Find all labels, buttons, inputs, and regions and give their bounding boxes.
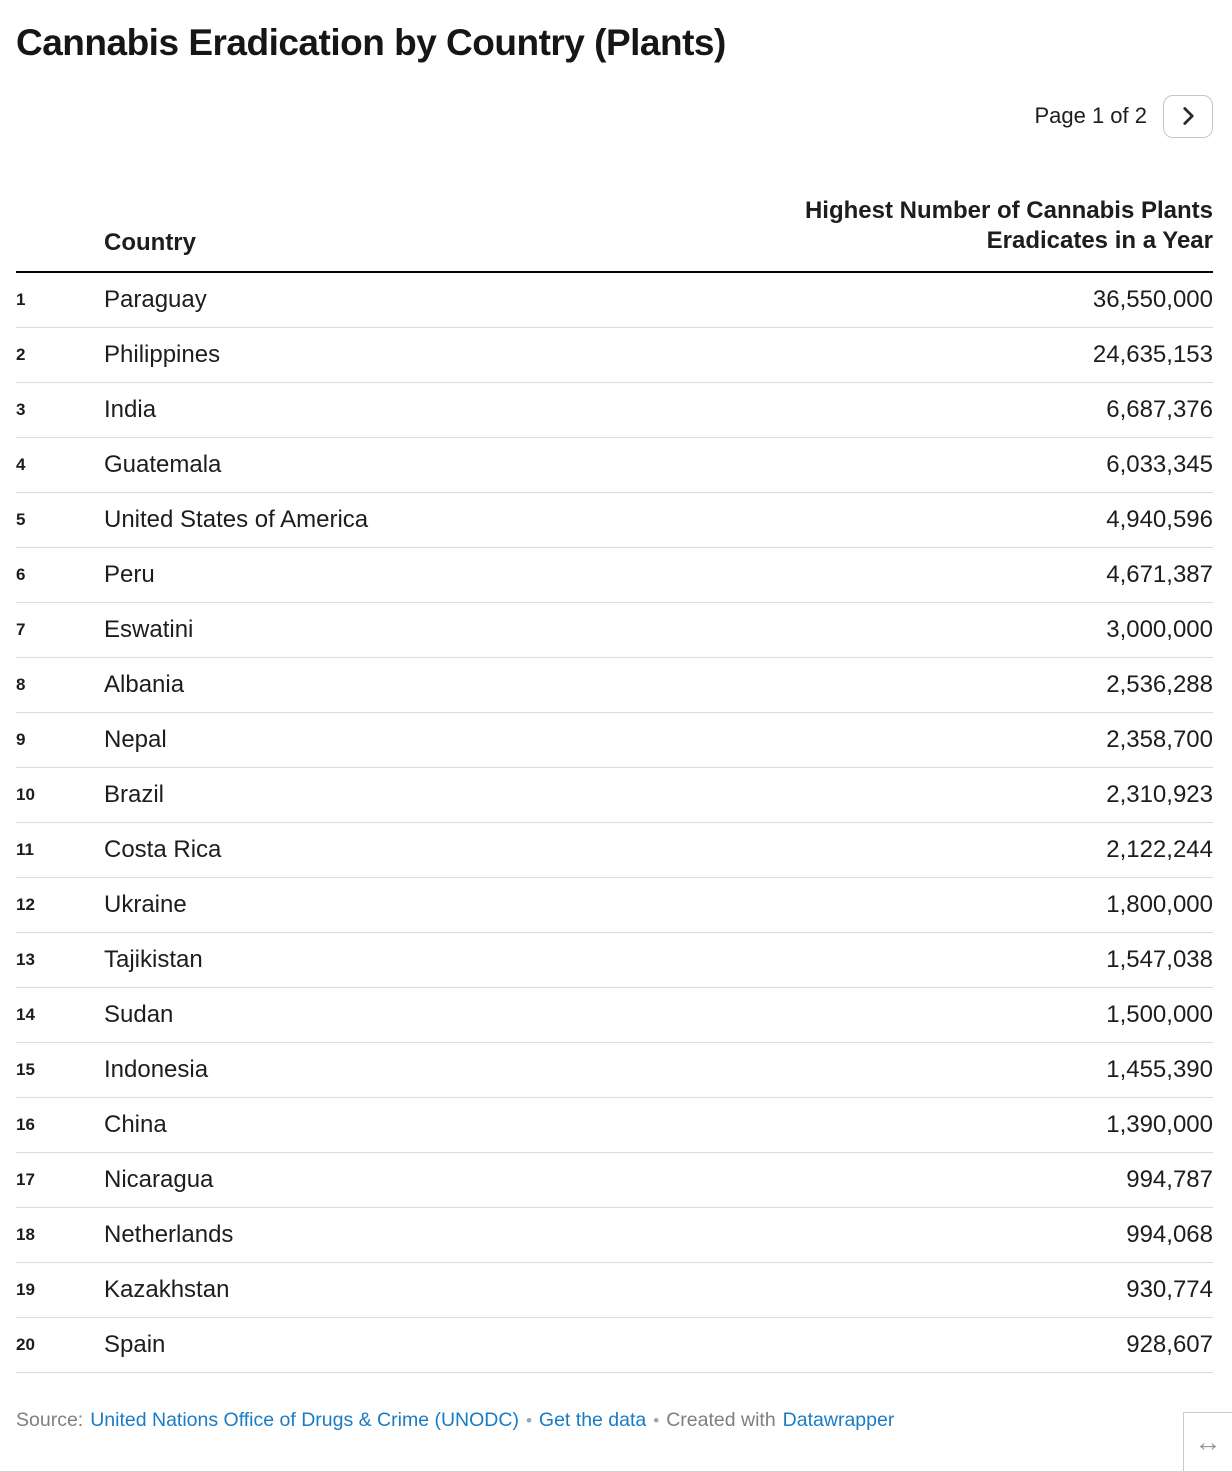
country-column-header bbox=[104, 196, 532, 272]
row-rank: 19 bbox=[16, 1279, 35, 1299]
row-country: Albania bbox=[104, 670, 185, 698]
row-value: 928,607 bbox=[1126, 1330, 1213, 1358]
row-country: Eswatini bbox=[104, 615, 194, 643]
row-value: 1,547,038 bbox=[1106, 945, 1213, 973]
row-value: 2,310,923 bbox=[1106, 780, 1213, 808]
row-country: India bbox=[104, 395, 157, 423]
table-row bbox=[16, 877, 1213, 932]
row-rank: 2 bbox=[16, 344, 26, 364]
row-rank: 11 bbox=[16, 839, 34, 859]
row-rank: 17 bbox=[16, 1169, 35, 1189]
table-row bbox=[16, 1207, 1213, 1262]
row-country: Nepal bbox=[104, 725, 167, 753]
table-row bbox=[16, 932, 1213, 987]
eradication-table bbox=[16, 196, 1213, 1373]
row-country: Guatemala bbox=[104, 450, 222, 478]
row-value: 994,787 bbox=[1126, 1165, 1213, 1193]
row-value: 1,500,000 bbox=[1106, 1000, 1213, 1028]
table-body bbox=[16, 272, 1213, 1373]
row-value: 1,800,000 bbox=[1106, 890, 1213, 918]
row-value: 3,000,000 bbox=[1106, 615, 1213, 643]
created-with-label: Created with bbox=[666, 1408, 776, 1431]
row-value: 1,455,390 bbox=[1106, 1055, 1213, 1083]
table-row bbox=[16, 1097, 1213, 1152]
table-row bbox=[16, 987, 1213, 1042]
table-row bbox=[16, 492, 1213, 547]
row-value: 24,635,153 bbox=[1092, 340, 1213, 368]
row-country: Netherlands bbox=[104, 1220, 234, 1248]
country-header-label: Country bbox=[104, 228, 196, 256]
table-row bbox=[16, 767, 1213, 822]
value-header-label: Highest Number of Cannabis Plants Eradicates in a Year bbox=[804, 196, 1213, 255]
row-country: Kazakhstan bbox=[104, 1275, 230, 1303]
table-header bbox=[16, 196, 1213, 272]
table-row bbox=[16, 327, 1213, 382]
row-value: 2,358,700 bbox=[1106, 725, 1213, 753]
row-rank: 12 bbox=[16, 894, 35, 914]
row-value: 2,536,288 bbox=[1106, 670, 1213, 698]
table-row bbox=[16, 1317, 1213, 1372]
chevron-right-icon bbox=[1182, 106, 1195, 126]
row-rank: 7 bbox=[16, 619, 26, 639]
table-row bbox=[16, 1042, 1213, 1097]
pagination bbox=[16, 95, 1213, 138]
row-country: Brazil bbox=[104, 780, 165, 808]
row-country: Tajikistan bbox=[104, 945, 203, 973]
row-value: 1,390,000 bbox=[1106, 1110, 1213, 1138]
row-rank: 1 bbox=[16, 289, 26, 309]
row-rank: 3 bbox=[16, 399, 26, 419]
row-value: 6,033,345 bbox=[1106, 450, 1213, 478]
row-value: 2,122,244 bbox=[1106, 835, 1213, 863]
row-country: Peru bbox=[104, 560, 155, 588]
footer-separator: • bbox=[525, 1410, 532, 1430]
row-rank: 18 bbox=[16, 1224, 35, 1244]
table-row bbox=[16, 657, 1213, 712]
row-country: China bbox=[104, 1110, 167, 1138]
table-row bbox=[16, 382, 1213, 437]
chart-title: Cannabis Eradication by Country (Plants) bbox=[16, 22, 726, 63]
table-row bbox=[16, 712, 1213, 767]
table-row bbox=[16, 272, 1213, 328]
row-country: United States of America bbox=[104, 505, 369, 533]
row-value: 930,774 bbox=[1126, 1275, 1213, 1303]
row-country: Spain bbox=[104, 1330, 166, 1358]
footer bbox=[16, 1409, 1156, 1432]
row-rank: 5 bbox=[16, 509, 26, 529]
row-rank: 15 bbox=[16, 1059, 35, 1079]
datawrapper-link[interactable]: Datawrapper bbox=[782, 1408, 895, 1431]
table-row bbox=[16, 437, 1213, 492]
row-rank: 8 bbox=[16, 674, 26, 694]
source-link[interactable]: United Nations Office of Drugs & Crime (UNODC) bbox=[90, 1408, 519, 1431]
row-country: Costa Rica bbox=[104, 835, 222, 863]
resize-horizontal-icon: ↔ bbox=[1194, 1426, 1222, 1457]
row-rank: 9 bbox=[16, 729, 26, 749]
row-country: Nicaragua bbox=[104, 1165, 214, 1193]
value-column-header bbox=[532, 196, 1213, 272]
row-rank: 14 bbox=[16, 1004, 35, 1024]
row-country: Sudan bbox=[104, 1000, 174, 1028]
pagination-label: Page 1 of 2 bbox=[1034, 103, 1147, 129]
row-country: Indonesia bbox=[104, 1055, 209, 1083]
row-rank: 13 bbox=[16, 949, 35, 969]
row-country: Paraguay bbox=[104, 285, 207, 313]
row-rank: 16 bbox=[16, 1114, 35, 1134]
resize-handle[interactable] bbox=[1183, 1412, 1232, 1471]
row-rank: 10 bbox=[16, 784, 35, 804]
next-page-button[interactable] bbox=[1163, 95, 1213, 138]
row-value: 994,068 bbox=[1126, 1220, 1213, 1248]
table-row bbox=[16, 1262, 1213, 1317]
rank-column-header bbox=[16, 196, 104, 272]
footer-separator: • bbox=[653, 1410, 660, 1430]
row-rank: 20 bbox=[16, 1334, 35, 1354]
get-data-link[interactable]: Get the data bbox=[538, 1408, 647, 1431]
table-row bbox=[16, 1152, 1213, 1207]
row-value: 4,671,387 bbox=[1106, 560, 1213, 588]
header-row bbox=[16, 196, 1213, 272]
source-label: Source: bbox=[16, 1408, 84, 1431]
table-row bbox=[16, 602, 1213, 657]
row-country: Ukraine bbox=[104, 890, 187, 918]
table-row bbox=[16, 547, 1213, 602]
row-rank: 4 bbox=[16, 454, 26, 474]
row-country: Philippines bbox=[104, 340, 221, 368]
table-row bbox=[16, 822, 1213, 877]
row-rank: 6 bbox=[16, 564, 26, 584]
row-value: 4,940,596 bbox=[1106, 505, 1213, 533]
row-value: 36,550,000 bbox=[1092, 285, 1213, 313]
row-value: 6,687,376 bbox=[1106, 395, 1213, 423]
